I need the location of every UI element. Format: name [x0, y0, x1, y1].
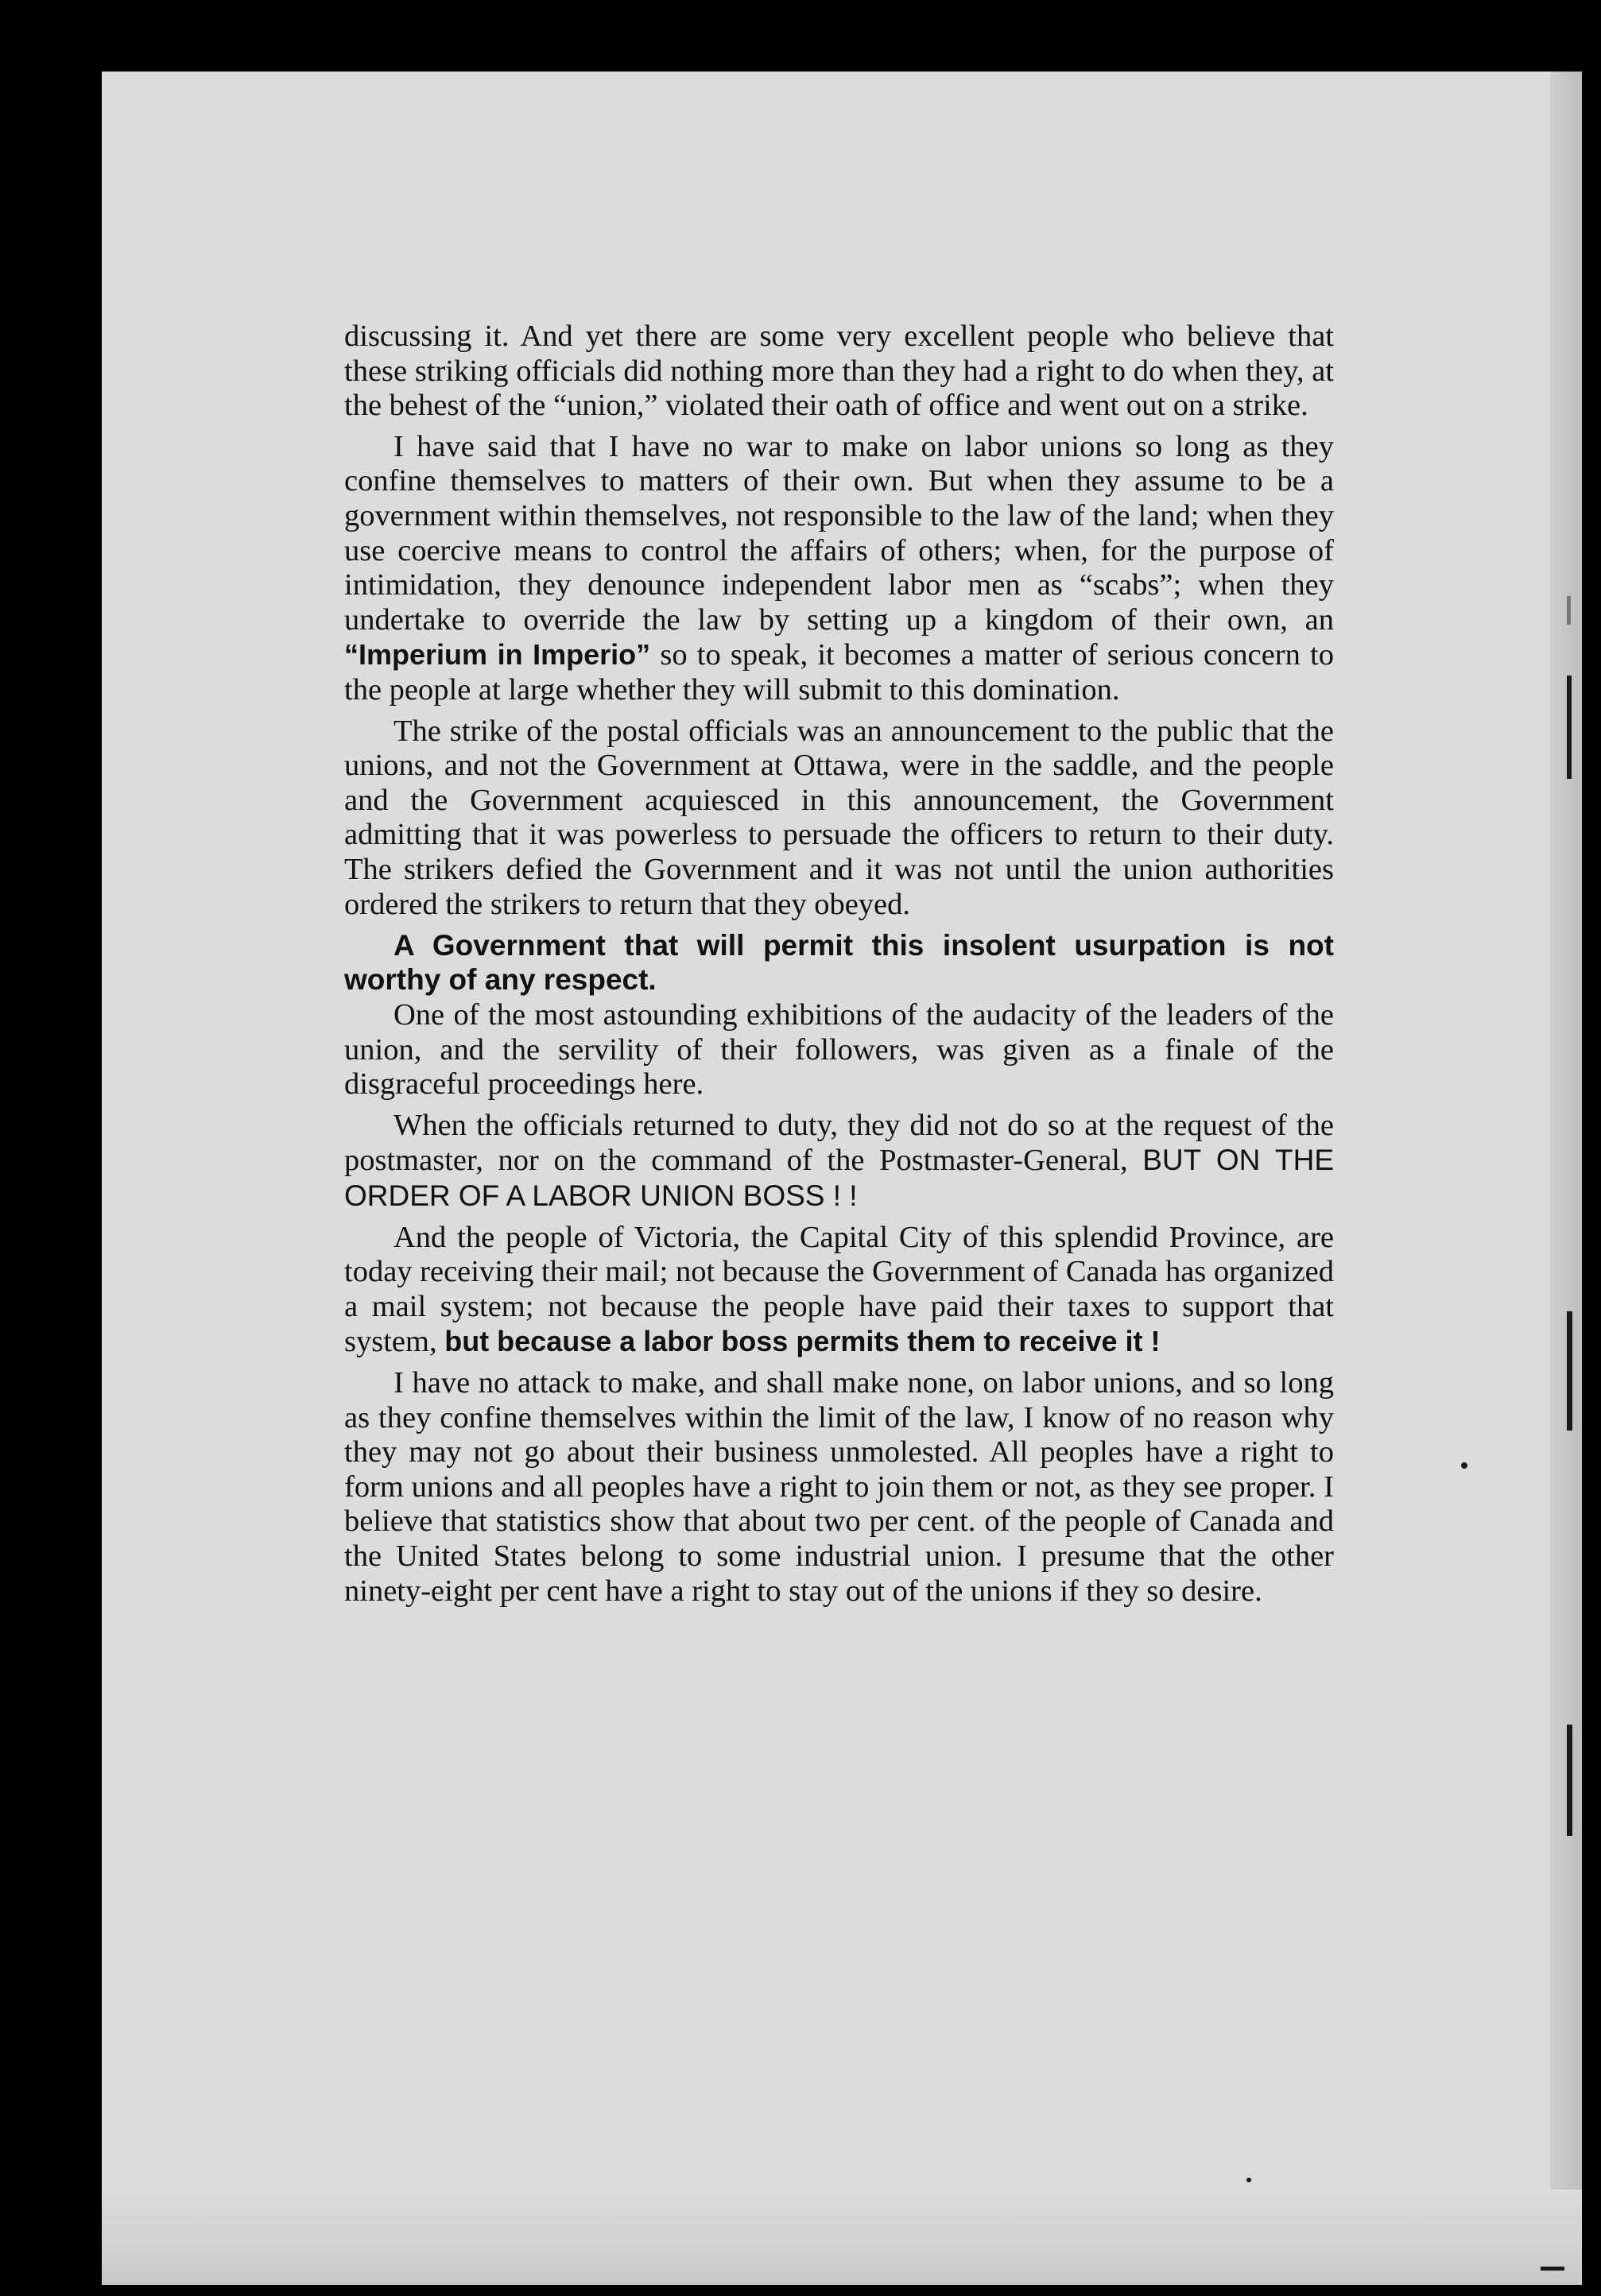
paragraph: I have said that I have no war to make on labor unions so long as they confine themselves to matters of their own. But when they assume to be a government within themselves, not responsible to the law of the land; when they use coercive means to control the affairs of others; when, for the purpose of intimidation, they denounce independent labor men as “scabs”; when they undertake to override the law by setting up a kingdom of their own, an “Imperium in Imperio” so to speak, it becomes a matter of serious concern to the people at large whether they will submit to this domination. — [344, 429, 1335, 707]
paragraph: discussing it. And yet there are some very excellent people who believe that these striking officials did nothing more than they had a right to do when they, at the behest of the “union,” violated their oath of office and went out on a strike. — [344, 319, 1334, 423]
speck — [1541, 2267, 1564, 2271]
speck — [1246, 2178, 1251, 2182]
page-bottom-shadow — [102, 2190, 1582, 2285]
binding-mark — [1567, 676, 1572, 779]
binding-mark — [1567, 596, 1571, 625]
paragraph: When the officials returned to duty, they did not do so at the request of the postmaster, nor on the command of the Postmaster-General, BUT ON THE ORDER OF A LABOR UNION BOSS ! ! — [344, 1108, 1334, 1213]
emphasis-text: “Imperium in Imperio” — [344, 638, 651, 672]
paragraph: The strike of the postal officials was an announcement to the public that the unions, and not the Government at Ottawa, were in the saddle, and the people and the Government acquiesced in this announcement, the Government admitting that it was powerless to persuade the officers to return to their duty. The strikers defied the Government and it was not until the union authorities ordered the strikers to return that they obeyed. — [344, 714, 1334, 921]
uppercase-emphasis: BUT ON THE ORDER OF A LABOR UNION BOSS ! ! — [344, 1144, 1334, 1213]
binding-mark — [1567, 1725, 1572, 1836]
paragraph: One of the most astounding exhibitions of the audacity of the leaders of the union, and the servility of their followers, was given as a finale of the disgraceful proceedings here. — [344, 998, 1334, 1102]
paragraph: I have no attack to make, and shall make none, on labor unions, and so long as they confine themselves within the limit of the law, I know of no reason why they may not go about their business unmolested. All peoples have a right to form unions and all peoples have a right to join them or not, as they see proper. I believe that statistics show that about two per cent. of the people of Canada and the United States belong to some industrial union. I presume that the other ninety-eight per cent have a right to stay out of the unions if they so desire. — [344, 1366, 1334, 1608]
paragraph: And the people of Victoria, the Capital City of this splendid Province, are today receiving their mail; not because the Government of Canada has organized a mail system; not because the people have paid their taxes to support that system, but because a labor boss permits them to receive it ! — [344, 1220, 1334, 1359]
emphasis-text: but because a labor boss permits them to receive it ! — [444, 1325, 1161, 1358]
binding-mark — [1567, 1311, 1572, 1431]
speck — [1461, 1462, 1467, 1469]
document-body — [344, 319, 1334, 1615]
bold-statement: A Government that will permit this insolent usurpation is not worthy of any respect. — [344, 929, 1334, 997]
document-page — [102, 72, 1582, 2285]
page-edge-shadow — [1550, 72, 1582, 2285]
